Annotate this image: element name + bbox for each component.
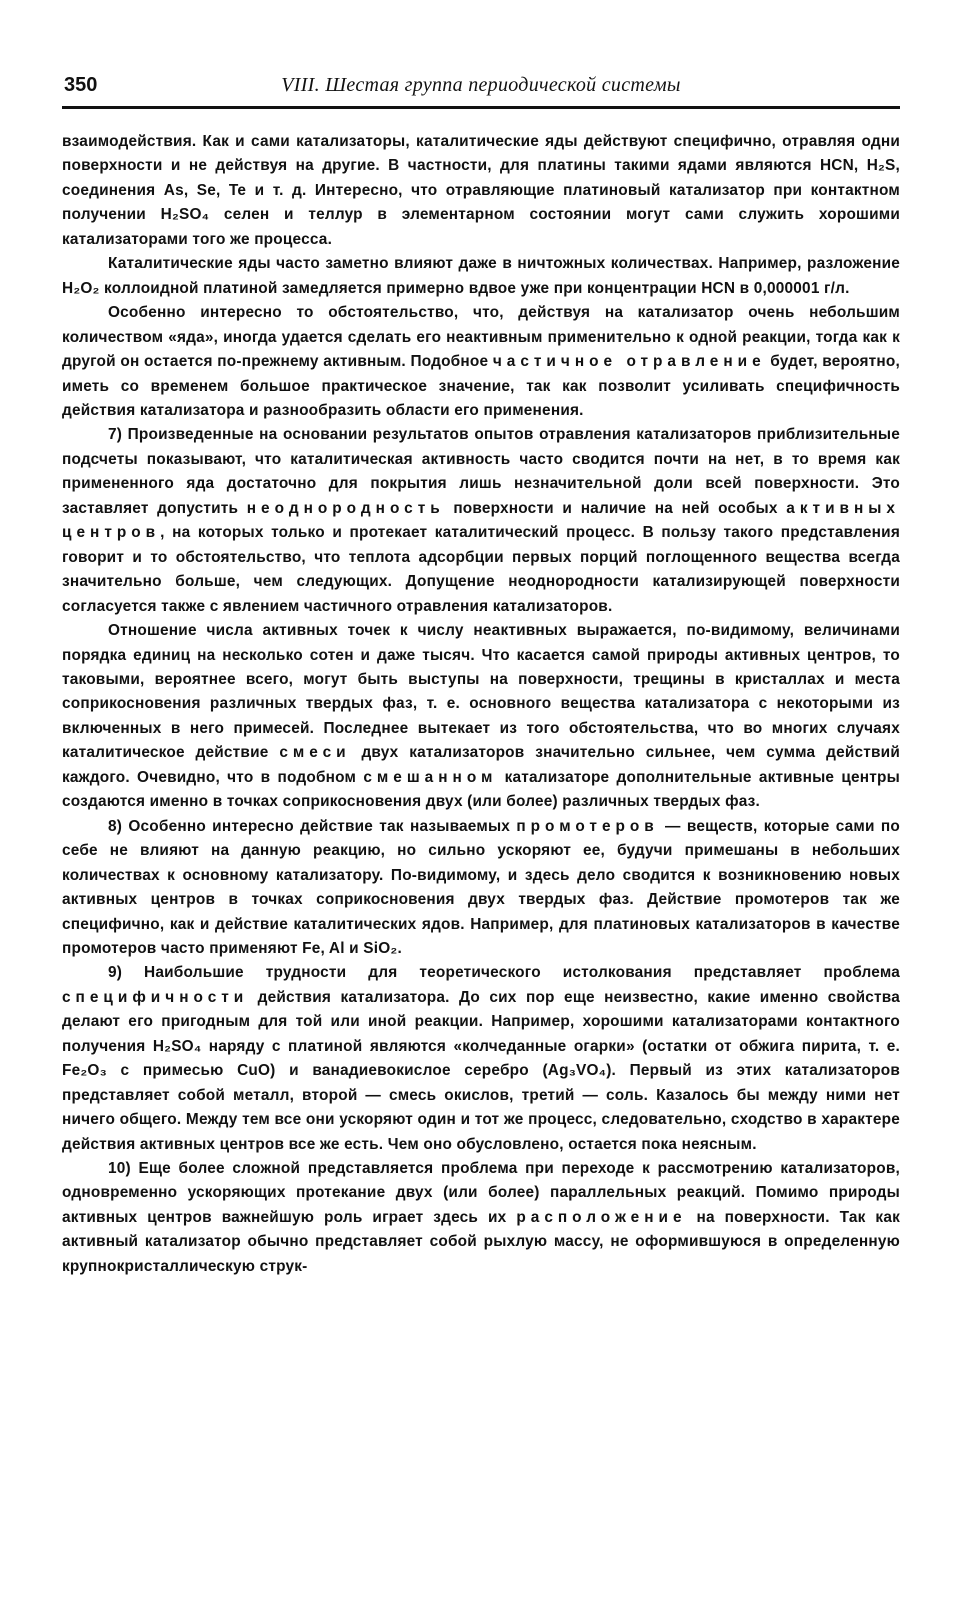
- spaced-emphasis: частичное отравление: [492, 353, 766, 371]
- text-run: Отношение числа активных точек к числу неактивных выражается, по-видимому, величинами порядка единиц на несколько сотен и даже тысяч. Что касается самой природы активных центров, то таковыми, вероятнее всего, могут быть выступы на поверхности, трещины в кристаллах и места соприкосновения различных твердых фаз, т. е. основного вещества катализатора с некоторыми из включенных в него примесей. Последнее вытекает из того обстоятельства, что во многих случаях каталитическое действие: [62, 622, 900, 762]
- paragraph: [62, 130, 900, 252]
- page-number: 350: [64, 74, 98, 96]
- paragraph: [62, 301, 900, 423]
- paragraph: [62, 423, 900, 619]
- text-run: действия катализатора. До сих пор еще неизвестно, какие именно свойства делают его пригодным для той или иной реакции. Например, хорошими катализаторами контактного получения H₂SO₄ наряду с платиной являются «колчеданные огарки» (остатки от обжига пирита, т. е. Fe₂O₃ с примесью CuO) и ванадиевокислое серебро (Ag₃VO₄). Первый из этих катализаторов представляет собой металл, второй — смесь окислов, третий — соль. Казалось бы между ними нет ничего общего. Между тем все они ускоряют один и тот же процесс, следовательно, сходство в характере действия активных центров все же есть. Чем оно обусловлено, остается пока неясным.: [62, 988, 900, 1153]
- paragraph: [62, 961, 900, 1157]
- text-run: , на которых только и протекает каталитический процесс. В пользу такого представления говорит и то обстоятельство, что теплота адсорбции первых порций поглощенного вещества всегда значительно больше, чем следующих. Допущение неоднородности катализирующей поверхности согласуется также с явлением частичного отравления катализаторов.: [62, 524, 900, 615]
- text-run: 7) Произведенные на основании результатов опытов отравления катализаторов приблизительные подсчеты показывают, что каталитическая активность часто сводится почти на нет, в то время как примененного яда достаточно для покрытия лишь незначительной доли всей поверхности. Это заставляет допустить: [62, 426, 900, 517]
- spaced-emphasis: неоднородность: [246, 499, 445, 517]
- page-header: [62, 68, 900, 108]
- text-run: на поверхности. Так как активный катализатор обычно представляет собой рыхлую массу, не оформившуюся в определенную крупнокристаллическую струк-: [62, 1208, 900, 1275]
- text-run: — веществ, которые сами по себе не влияют на данную реакцию, но сильно ускоряют ее, будучи примешаны в небольших количествах к основному катализатору. По-видимому, и здесь дело сводится к возникновению новых активных центров в точках соприкосновения двух твердых фаз. Действие промотеров так же специфично, как и действие каталитических ядов. Например, для платиновых катализаторов в качестве промотеров часто применяют Fe, Al и SiO₂.: [62, 817, 901, 957]
- page-body: [62, 130, 900, 1279]
- spaced-emphasis: смеси: [279, 744, 351, 762]
- running-title: VIII. Шестая группа периодической системы: [281, 74, 681, 96]
- text-run: будет, вероятно, иметь со временем большое практическое значение, так как позволит усиливать специфичность действия катализатора и разнообразить области его применения.: [62, 353, 900, 419]
- text-run: Каталитические яды часто заметно влияют даже в ничтожных количествах. Например, разложение H₂O₂ коллоидной платиной замедляется примерно вдвое уже при концентрации HCN в 0,000001 г/л.: [62, 255, 900, 297]
- text-run: двух катализаторов значительно сильнее, чем сумма действий каждого. Очевидно, что в подобном: [62, 744, 900, 786]
- spaced-emphasis: специфичности: [62, 988, 249, 1006]
- text-run: 8) Особенно интересно действие так называемых: [108, 817, 517, 835]
- paragraph: [62, 1157, 900, 1279]
- paragraph: [62, 815, 900, 962]
- spaced-emphasis: промотеров: [516, 817, 659, 835]
- text-run: 10) Еще более сложной представляется проблема при переходе к рассмотрению катализаторов, одновременно ускоряющих протекание двух (или более) параллельных реакций. Помимо природы активных центров важнейшую роль играет здесь их: [62, 1160, 900, 1226]
- spaced-emphasis: смешанном: [363, 768, 498, 786]
- header-rule: [62, 106, 900, 109]
- paragraph: [62, 619, 900, 815]
- spaced-emphasis: активных центров: [62, 499, 900, 542]
- text-run: Особенно интересно то обстоятельство, что, действуя на катализатор очень небольшим количеством «яда», иногда удается сделать его неактивным применительно к одной реакции, тогда как к другой он остается по-прежнему активным. Подобное: [62, 304, 900, 371]
- paragraph: [62, 252, 900, 301]
- book-page: [62, 68, 900, 1548]
- spaced-emphasis: расположение: [516, 1208, 687, 1226]
- text-run: катализаторе дополнительные активные центры создаются именно в точках соприкосновения двух (или более) различных твердых фаз.: [62, 768, 900, 811]
- text-run: взаимодействия. Как и сами катализаторы, каталитические яды действуют специфично, отравляя одни поверхности и не действуя на другие. В частности, для платины такими ядами являются HCN, H₂S, соединения As, Se, Te и т. д. Интересно, что отравляющие платиновый катализатор при контактном получении H₂SO₄ селен и теллур в элементарном состоянии могут сами служить хорошими катализаторами того же процесса.: [62, 133, 900, 248]
- text-run: 9) Наибольшие трудности для теоретического истолкования представляет проблема: [108, 964, 900, 982]
- text-run: поверхности и наличие на ней особых: [444, 499, 787, 517]
